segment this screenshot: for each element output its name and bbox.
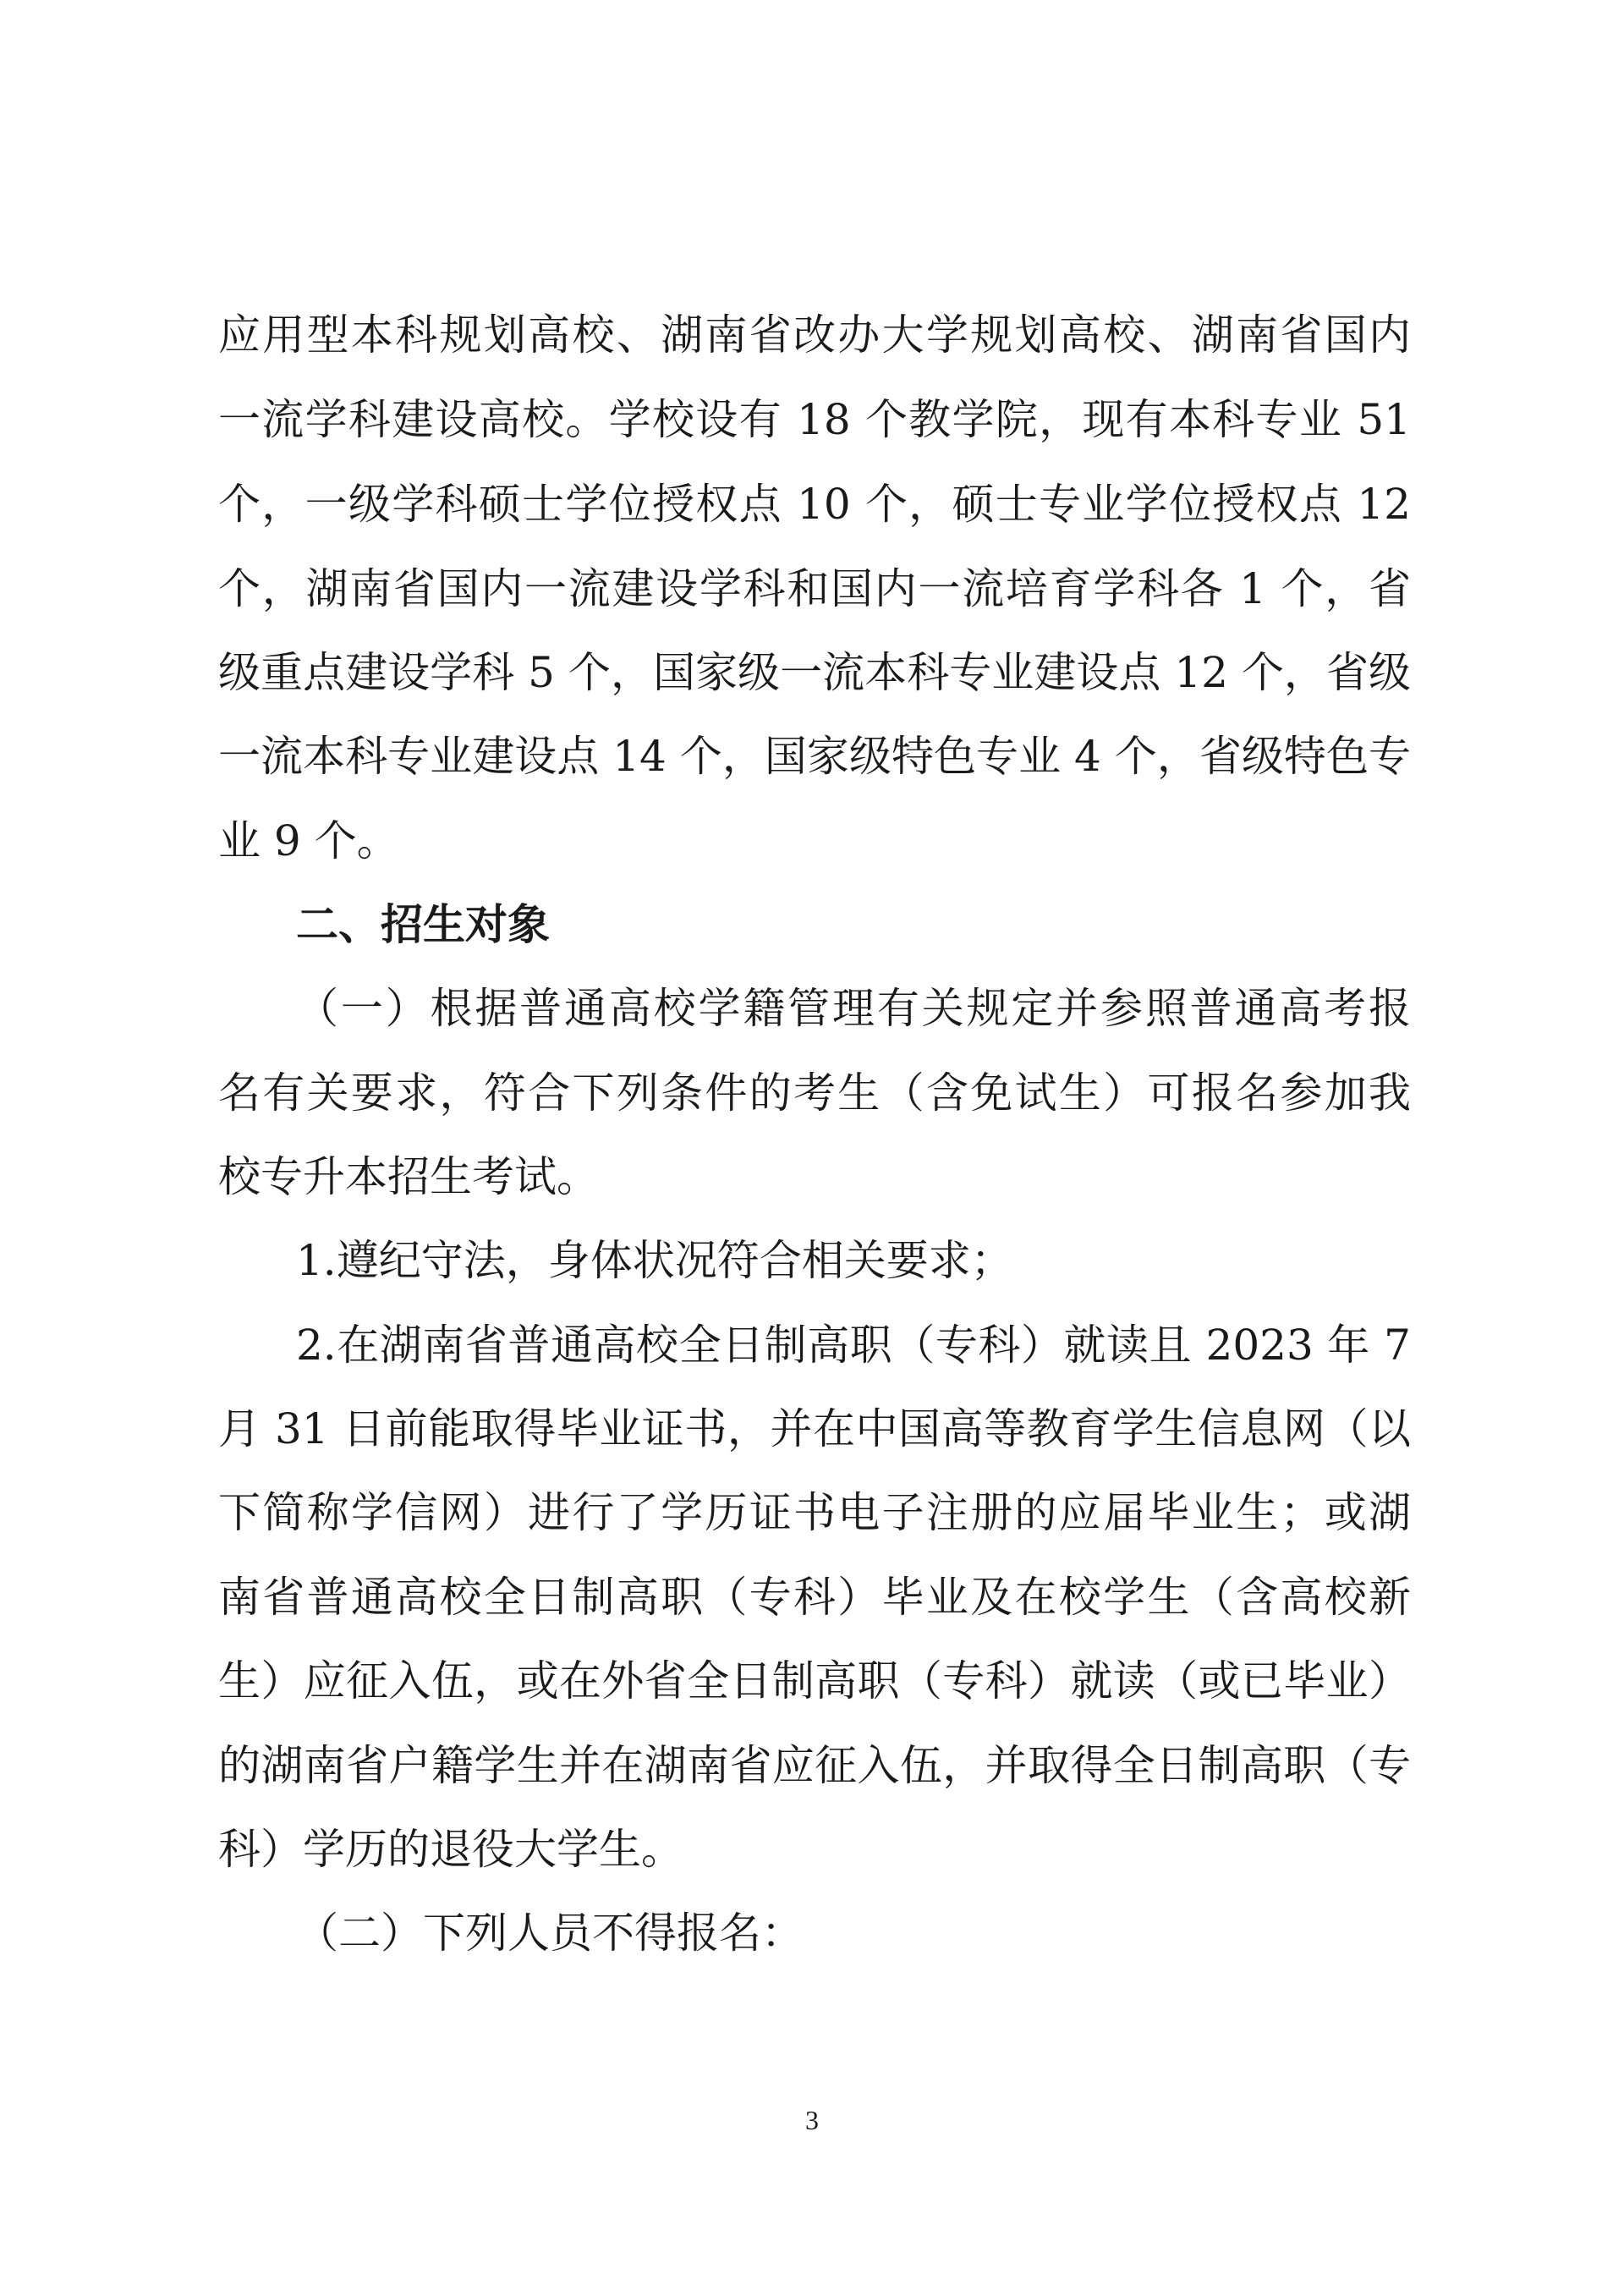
- paragraph-line: 月 31 日前能取得毕业证书，并在中国高等教育学生信息网（以: [218, 1404, 1411, 1453]
- paragraph-line: 级重点建设学科 5 个，国家级一流本科专业建设点 12 个，省级: [218, 648, 1411, 697]
- paragraph-line: 校专升本招生考试。: [218, 1152, 599, 1201]
- paragraph-line: 南省普通高校全日制高职（专科）毕业及在校学生（含高校新: [218, 1573, 1411, 1622]
- paragraph-line: 个，湖南省国内一流建设学科和国内一流培育学科各 1 个，省: [218, 564, 1411, 613]
- list-item: 1.遵纪守法，身体状况符合相关要求；: [296, 1236, 1013, 1285]
- paragraph-line: （一）根据普通高校学籍管理有关规定并参照普通高考报: [296, 984, 1411, 1033]
- paragraph-line: 的湖南省户籍学生并在湖南省应征入伍，并取得全日制高职（专: [218, 1741, 1411, 1790]
- paragraph-line: （二）下列人员不得报名：: [296, 1909, 804, 1958]
- paragraph-line: 应用型本科规划高校、湖南省改办大学规划高校、湖南省国内: [218, 310, 1411, 360]
- paragraph-line: 个，一级学科硕士学位授权点 10 个，硕士专业学位授权点 12: [218, 480, 1411, 529]
- paragraph-line: 名有关要求，符合下列条件的考生（含免试生）可报名参加我: [218, 1068, 1411, 1118]
- paragraph-line: 一流本科专业建设点 14 个，国家级特色专业 4 个，省级特色专: [218, 732, 1411, 781]
- list-item: 2.在湖南省普通高校全日制高职（专科）就读且 2023 年 7: [296, 1321, 1411, 1370]
- page-number: 3: [805, 2105, 819, 2135]
- section-heading: 二、招生对象: [296, 900, 550, 949]
- paragraph-line: 一流学科建设高校。学校设有 18 个教学院，现有本科专业 51: [218, 395, 1411, 444]
- paragraph-line: 科）学历的退役大学生。: [218, 1825, 683, 1874]
- paragraph-line: 下简称学信网）进行了学历证书电子注册的应届毕业生；或湖: [218, 1488, 1411, 1537]
- paragraph-line: 业 9 个。: [218, 816, 399, 865]
- paragraph-line: 生）应征入伍，或在外省全日制高职（专科）就读（或已毕业）: [218, 1656, 1411, 1706]
